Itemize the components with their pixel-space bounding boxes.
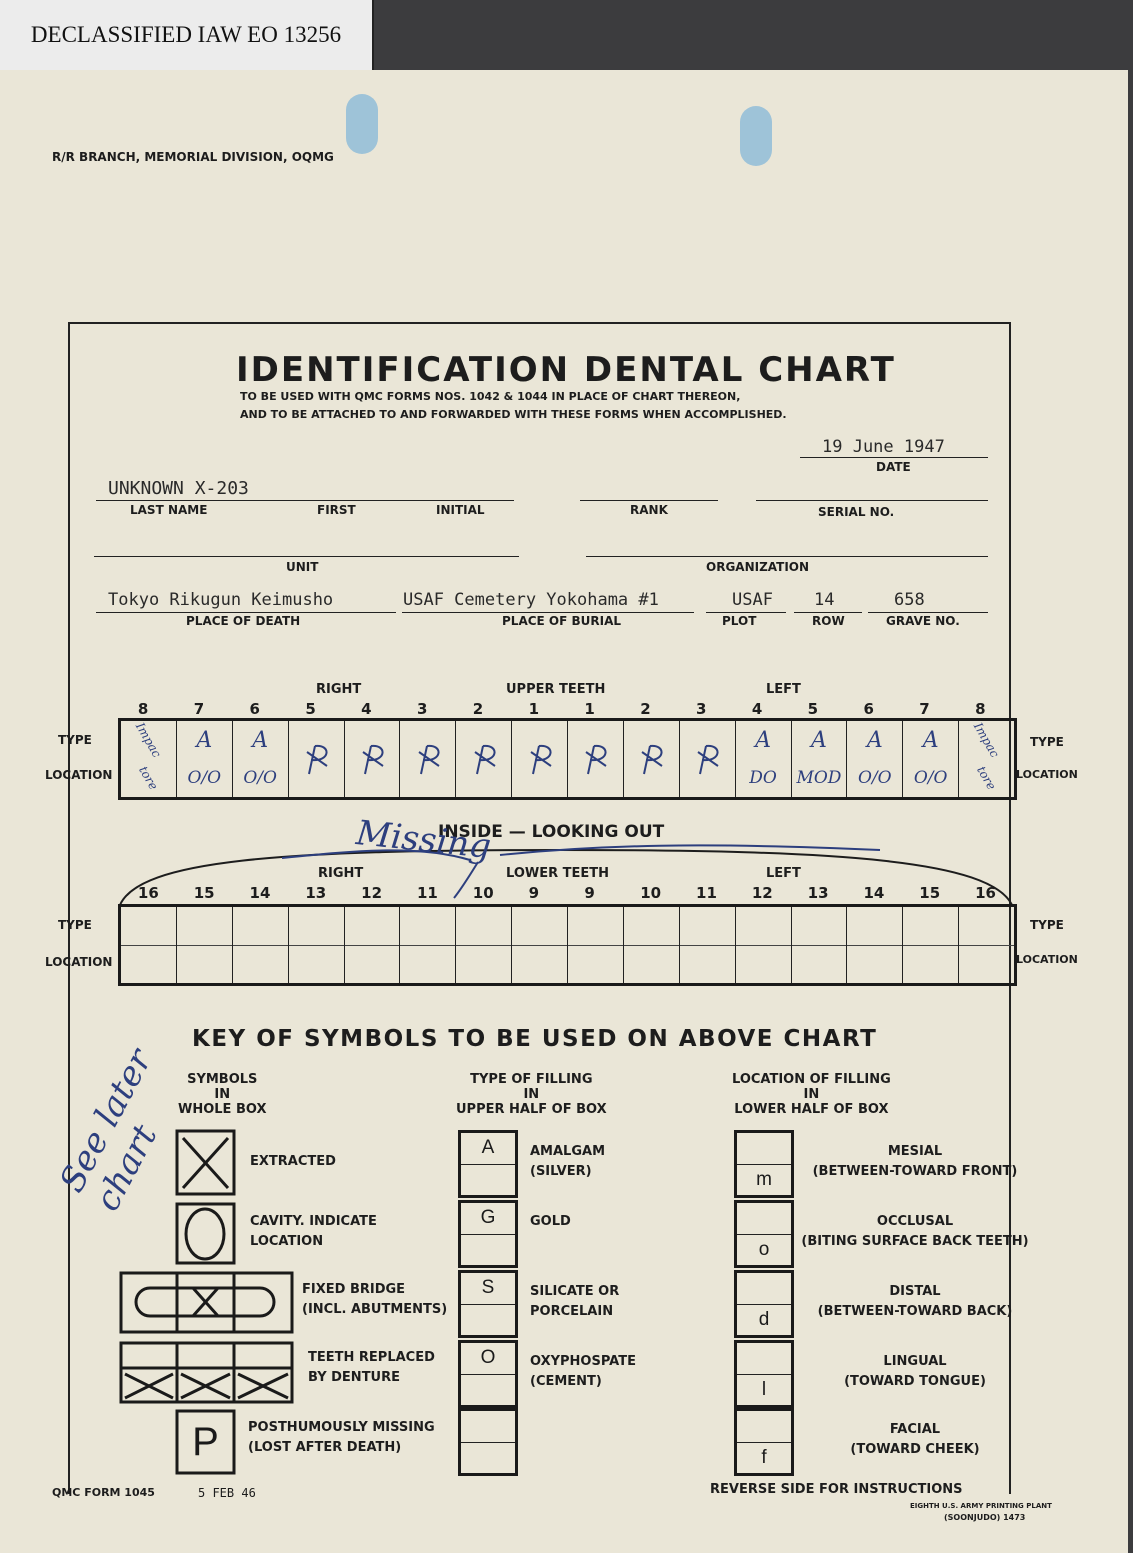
tooth-number: 14 [249,884,271,902]
type-row-label-left-lower: TYPE [58,918,92,932]
row-value: 14 [814,590,835,610]
rank-label: RANK [630,503,668,517]
upper-left-label: LEFT [766,682,801,697]
filling-location-letter: o [758,1238,770,1260]
tooth-number: 10 [640,884,662,902]
tooth-number: 1 [528,700,540,718]
declassified-stamp: DECLASSIFIED IAW EO 13256 [0,0,374,70]
grave-label: GRAVE NO. [886,614,960,628]
tooth-number: 2 [472,700,484,718]
filling-location-box [734,1200,794,1268]
filling-location-box [734,1270,794,1338]
place-of-burial-label: PLACE OF BURIAL [502,614,622,628]
place-of-death-value: Tokyo Rikugun Keimusho [108,590,334,610]
location-row-label-right-lower: LOCATION [1016,953,1078,966]
side-handwritten-note: See later chart [52,1042,166,1218]
filling-location-empty-half [737,1343,791,1375]
key-symbol-label-bridge: FIXED BRIDGE (INCL. ABUTMENTS) [302,1282,448,1317]
date-value: 19 June 1947 [822,437,945,457]
tooth-number: 5 [305,700,316,718]
filling-location-label: DISTAL (BETWEEN-TOWARD BACK) [817,1284,1013,1319]
printing-plant: EIGHTH U.S. ARMY PRINTING PLANT [910,1502,1052,1510]
filling-type-box [458,1270,518,1338]
filling-location-letter: l [761,1378,767,1400]
inside-looking-out-label: INSIDE — LOOKING OUT [438,822,665,842]
tooth-location-cell: O/O [187,768,222,788]
filling-type-box [458,1408,518,1476]
filling-type-box [458,1340,518,1408]
key-col3-header: LOCATION OF FILLING IN LOWER HALF OF BOX [732,1072,891,1117]
name-value: UNKNOWN X-203 [108,478,249,499]
tooth-location-cell: O/O [858,768,892,788]
key-title: KEY OF SYMBOLS TO BE USED ON ABOVE CHART [192,1026,878,1052]
tooth-location-cell: O/O [913,768,948,788]
form-title: IDENTIFICATION DENTAL CHART [236,350,896,390]
tooth-number: 7 [193,700,205,718]
form-subtitle-1: TO BE USED WITH QMC FORMS NOS. 1042 & 1044 IN PLACE OF CHART THEREON, [240,390,741,403]
filling-location-label: MESIAL (BETWEEN-TOWARD FRONT) [812,1144,1018,1179]
tooth-location-cell: O/O [243,768,277,788]
tooth-location-cell: MOD [796,768,842,788]
tooth-number: 11 [416,884,438,902]
filling-location-empty-half [737,1411,791,1443]
filling-location-empty-half [737,1133,791,1165]
location-row-label-left: LOCATION [45,768,113,782]
filling-location-letter: m [756,1168,772,1190]
branch-header: R/R BRANCH, MEMORIAL DIVISION, OQMG [52,150,334,164]
tooth-number: 6 [863,700,874,718]
filling-type-label: GOLD [530,1214,571,1229]
filling-type-empty-half [461,1375,515,1406]
filling-type-letter: A [461,1133,515,1165]
tooth-number: 4 [361,700,372,718]
tooth-number: 8 [975,700,986,718]
filling-type-empty-half [461,1305,515,1336]
grave-value: 658 [894,590,925,610]
tooth-number: 1 [584,700,595,718]
filling-type-letter: G [461,1203,515,1235]
tooth-location-cell: DO [749,768,777,788]
filling-location-empty-half [737,1273,791,1305]
upper-teeth-label: UPPER TEETH [506,682,606,697]
row-label: ROW [812,614,845,628]
filling-type-label: AMALGAM (SILVER) [530,1144,606,1179]
filling-location-box [734,1408,794,1476]
filling-location-label: OCCLUSAL (BITING SURFACE BACK TEETH) [801,1214,1029,1249]
key-col2-header: TYPE OF FILLING IN UPPER HALF OF BOX [456,1072,607,1117]
filling-location-empty-half [737,1203,791,1235]
tooth-number: 5 [807,700,819,718]
tooth-number: 4 [751,700,763,718]
tooth-number: 9 [584,884,595,902]
place-of-burial-value: USAF Cemetery Yokohama #1 [403,590,659,610]
reverse-side-note: REVERSE SIDE FOR INSTRUCTIONS [710,1482,963,1497]
tooth-number: 3 [416,700,428,718]
form-number: QMC FORM 1045 [52,1486,155,1499]
plot-value: USAF [732,590,773,610]
tooth-number: 2 [640,700,651,718]
unit-label: UNIT [286,560,319,574]
tooth-number: 6 [249,700,260,718]
tooth-number: 8 [137,700,149,718]
key-symbol-label-denture: TEETH REPLACED BY DENTURE [308,1350,435,1385]
tooth-number: 16 [137,884,159,902]
missing-note: Missing [354,813,493,867]
filling-location-label: LINGUAL (TOWARD TONGUE) [844,1354,986,1389]
key-symbol-label-extracted: EXTRACTED [250,1154,336,1169]
last-name-label: LAST NAME [130,503,208,517]
posthumously-missing-icon: P [192,1419,219,1464]
type-row-label-left: TYPE [58,733,92,747]
filling-type-box [458,1200,518,1268]
filling-type-letter [461,1411,515,1443]
key-symbol-label-cavity: CAVITY. INDICATE LOCATION [250,1214,377,1249]
serial-label: SERIAL NO. [818,505,895,519]
tooth-type-cell: A [755,727,771,753]
tooth-location-cell: tore [974,763,999,793]
filling-type-empty-half [461,1235,515,1266]
tooth-type-cell: A [252,727,269,753]
lower-teeth-label: LOWER TEETH [506,866,610,881]
first-label: FIRST [317,503,356,517]
filling-type-empty-half [461,1443,515,1474]
tooth-number: 13 [807,884,829,902]
tooth-type-cell: Impac [132,720,164,760]
form-date: 5 FEB 46 [198,1486,256,1500]
organization-label: ORGANIZATION [706,560,810,574]
tooth-type-cell: A [810,727,827,753]
tooth-number: 15 [919,884,941,902]
form-subtitle-2: AND TO BE ATTACHED TO AND FORWARDED WITH THESE FORMS WHEN ACCOMPLISHED. [240,408,787,421]
filling-type-letter: O [461,1343,515,1375]
filling-type-box [458,1130,518,1198]
tooth-number: 9 [528,884,540,902]
tooth-number: 14 [863,884,885,902]
filling-type-label: SILICATE OR PORCELAIN [530,1284,620,1319]
date-label: DATE [876,460,911,474]
tooth-location-cell: tore [136,763,161,793]
filling-location-label: FACIAL (TOWARD CHEEK) [850,1422,980,1457]
lower-right-label: RIGHT [318,866,364,881]
tooth-number: 16 [975,884,996,902]
tooth-type-cell: A [922,727,939,753]
tooth-number: 15 [193,884,215,902]
type-row-label-right: TYPE [1030,735,1064,749]
key-symbol-label-posthumous: POSTHUMOUSLY MISSING (LOST AFTER DEATH) [248,1420,435,1455]
tooth-type-cell: Impac [971,720,1003,760]
tooth-number: 12 [361,884,383,902]
filling-type-letter: S [461,1273,515,1305]
plot-label: PLOT [722,614,757,628]
location-row-label-right: LOCATION [1016,768,1078,781]
tooth-type-cell: A [866,727,883,753]
filling-type-label: OXYPHOSPATE (CEMENT) [530,1354,636,1389]
tooth-number: 11 [696,884,717,902]
upper-right-label: RIGHT [316,682,362,697]
tooth-number: 10 [472,884,494,902]
location-row-label-left-lower: LOCATION [45,955,113,969]
tooth-number: 13 [305,884,327,902]
filling-location-letter: d [758,1308,770,1330]
type-row-label-right-lower: TYPE [1030,918,1064,932]
filling-type-empty-half [461,1165,515,1196]
filling-location-letter: f [761,1446,767,1468]
lower-left-label: LEFT [766,866,801,881]
tooth-type-cell: A [196,727,213,753]
initial-label: INITIAL [436,503,485,517]
key-col1-header: SYMBOLS IN WHOLE BOX [178,1072,267,1117]
place-of-death-label: PLACE OF DEATH [186,614,301,628]
tooth-number: 3 [696,700,707,718]
filling-location-box [734,1130,794,1198]
tooth-number: 7 [919,700,930,718]
filling-location-box [734,1340,794,1408]
printing-plant-code: (SOONJUDO) 1473 [944,1513,1026,1522]
tooth-number: 12 [751,884,773,902]
